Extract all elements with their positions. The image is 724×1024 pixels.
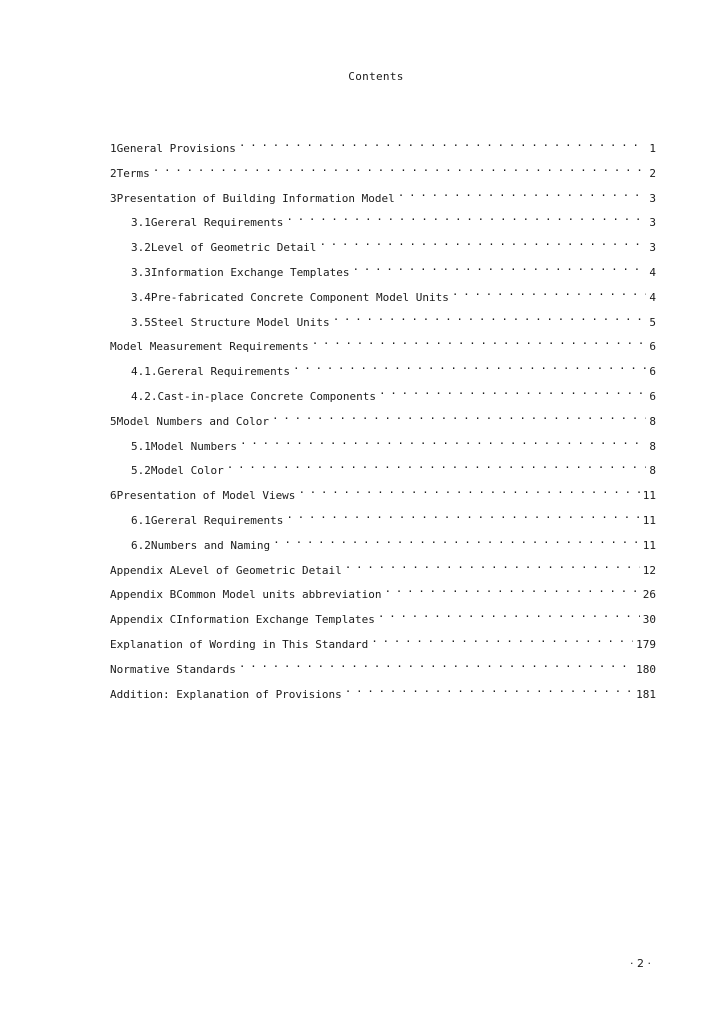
toc-entry-page: 8	[649, 440, 656, 453]
toc-entry-page: 26	[642, 588, 656, 601]
toc-entry[interactable]	[110, 580, 656, 601]
toc-dot-leader	[319, 233, 646, 251]
toc-entry-label: 3.3Information Exchange Templates	[131, 266, 350, 279]
toc-dot-leader	[385, 580, 640, 598]
toc-dot-leader	[345, 556, 640, 574]
toc-entry[interactable]	[110, 481, 656, 502]
toc-entry-page: 3	[649, 241, 656, 254]
toc-entry-label: 5Model Numbers and Color	[110, 415, 269, 428]
toc-entry[interactable]	[131, 283, 656, 304]
toc-entry-label: 4.2.Cast-in-place Concrete Components	[131, 390, 377, 403]
toc-entry[interactable]	[110, 407, 656, 428]
toc-entry[interactable]	[131, 432, 656, 453]
toc-entry-page: 180	[636, 663, 656, 676]
toc-dot-leader	[273, 531, 640, 549]
toc-entry-label: 1General Provisions	[110, 142, 236, 155]
page-title: Contents	[348, 70, 404, 83]
toc-dot-leader	[379, 382, 646, 400]
toc-entry-label: 5.1Model Numbers	[131, 440, 237, 453]
toc-dot-leader	[345, 680, 633, 698]
toc-entry-label: Appendix CInformation Exchange Templates	[110, 613, 375, 626]
toc-entry[interactable]	[131, 357, 656, 378]
toc-dot-leader	[240, 432, 646, 450]
toc-entry-label: 6.1Gereral Requirements	[131, 514, 284, 527]
toc-entry-page: 4	[649, 291, 656, 304]
toc-dot-leader	[333, 308, 647, 326]
toc-entry-page: 6	[649, 340, 656, 353]
toc-entry-page: 4	[649, 266, 656, 279]
toc-entry-page: 6	[649, 390, 656, 403]
toc-entry-label: 3Presentation of Building Information Model	[110, 192, 395, 205]
toc-entry[interactable]	[110, 556, 656, 577]
toc-entry-label: 6Presentation of Model Views	[110, 489, 296, 502]
toc-dot-leader	[312, 332, 647, 350]
toc-dot-leader	[153, 159, 647, 177]
page-number: · 2 ·	[630, 957, 651, 970]
toc-entry-page: 1	[649, 142, 656, 155]
toc-dot-leader	[371, 630, 633, 648]
toc-dot-leader	[298, 481, 639, 499]
toc-entry-page: 5	[649, 316, 656, 329]
toc-entry-label: Addition: Explanation of Provisions	[110, 688, 342, 701]
toc-entry[interactable]	[110, 655, 656, 676]
toc-entry-page: 8	[649, 464, 656, 477]
toc-entry-label: Model Measurement Requirements	[110, 340, 309, 353]
toc-entry-page: 11	[642, 489, 656, 502]
toc-entry-page: 2	[649, 167, 656, 180]
toc-entry-page: 6	[649, 365, 656, 378]
toc-dot-leader	[239, 655, 633, 673]
toc-entry[interactable]	[131, 531, 656, 552]
toc-entry-page: 181	[636, 688, 656, 701]
toc-entry-page: 12	[642, 564, 656, 577]
toc-entry[interactable]	[110, 332, 656, 353]
toc-entry-label: Appendix ALevel of Geometric Detail	[110, 564, 342, 577]
toc-entry[interactable]	[110, 184, 656, 205]
toc-entry-label: 3.4Pre-fabricated Concrete Component Model Units	[131, 291, 449, 304]
toc-dot-leader	[398, 184, 647, 202]
toc-entry-label: 3.5Steel Structure Model Units	[131, 316, 330, 329]
toc-entry[interactable]	[110, 680, 656, 701]
toc-dot-leader	[286, 506, 639, 524]
toc-dot-leader	[227, 456, 647, 474]
toc-entry[interactable]	[110, 630, 656, 651]
toc-entry-label: Explanation of Wording in This Standard	[110, 638, 369, 651]
toc-entry-label: 3.1Gereral Requirements	[131, 216, 284, 229]
toc-dot-leader	[272, 407, 646, 425]
toc-entry-label: 3.2Level of Geometric Detail	[131, 241, 317, 254]
toc-entry-page: 30	[642, 613, 656, 626]
toc-entry[interactable]	[110, 159, 656, 180]
toc-dot-leader	[353, 258, 647, 276]
toc-entry-label: Normative Standards	[110, 663, 236, 676]
toc-entry[interactable]	[131, 382, 656, 403]
toc-entry[interactable]	[110, 134, 656, 155]
toc-entry-page: 3	[649, 216, 656, 229]
toc-entry-page: 3	[649, 192, 656, 205]
toc-entry[interactable]	[131, 208, 656, 229]
toc-entry[interactable]	[110, 605, 656, 626]
toc-dot-leader	[452, 283, 646, 301]
toc-entry-label: 5.2Model Color	[131, 464, 224, 477]
toc-entry-page: 11	[642, 514, 656, 527]
toc-dot-leader	[239, 134, 647, 152]
toc-entry-page: 11	[642, 539, 656, 552]
toc-entry-label: 2Terms	[110, 167, 150, 180]
toc-entry-page: 8	[649, 415, 656, 428]
toc-entry[interactable]	[131, 258, 656, 279]
toc-entry[interactable]	[131, 506, 656, 527]
toc-entry[interactable]	[131, 308, 656, 329]
toc-entry-label: Appendix BCommon Model units abbreviation	[110, 588, 382, 601]
toc-dot-leader	[378, 605, 640, 623]
toc-entry-page: 179	[636, 638, 656, 651]
toc-entry[interactable]	[131, 456, 656, 477]
toc-entry-label: 6.2Numbers and Naming	[131, 539, 271, 552]
toc-entry[interactable]	[131, 233, 656, 254]
toc-entry-label: 4.1.Gereral Requirements	[131, 365, 290, 378]
toc-dot-leader	[286, 208, 646, 226]
toc-dot-leader	[293, 357, 646, 375]
